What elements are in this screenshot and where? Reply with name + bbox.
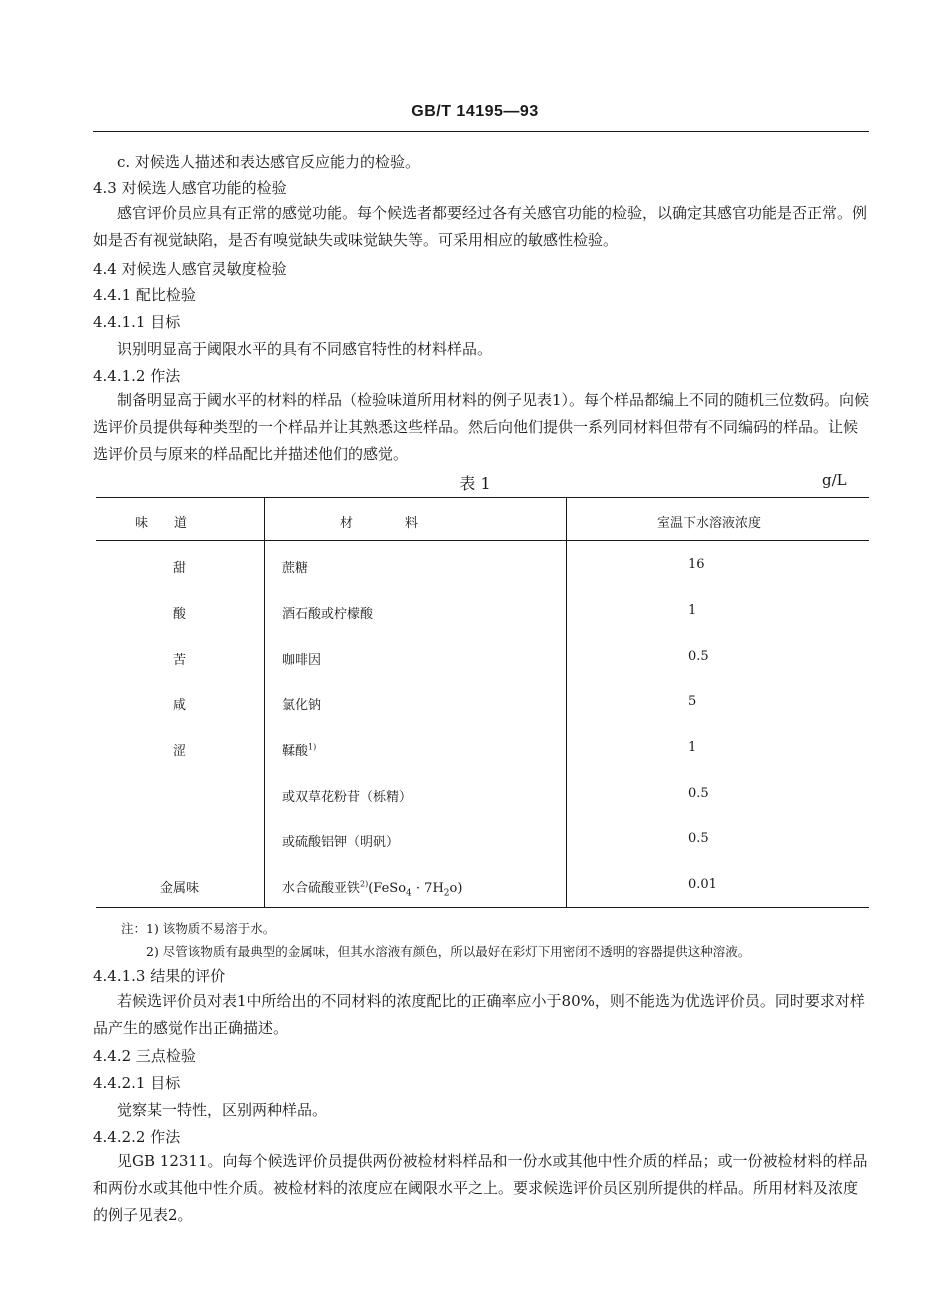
standard-number: GB/T 14195—93 (411, 103, 539, 120)
taste-cell: 金属味 (160, 881, 200, 896)
para-4-4-1-2: 制备明显高于阈水平的材料的样品（检验味道所用材料的例子见表1）。每个样品都编上不同的随机三位数码。向候选评价员提供每种类型的一个样品并让其熟悉这些样品。然后向他们提供一系列同材料但带有不同编码的样品。让候选评价员与原来的样品配比并描述他们的感觉。 (93, 391, 870, 463)
table-bottom-rule (96, 907, 869, 908)
table-header-concentration: 室温下水溶液浓度 (657, 516, 762, 531)
item-c: c. 对候选人描述和表达感官反应能力的检验。 (117, 153, 420, 171)
para-4-4-1-1: 识别明显高于阈限水平的具有不同感官特性的材料样品。 (117, 340, 493, 358)
concentration-cell: 0.01 (688, 877, 717, 892)
material-cell: 或双草花粉苷（栎精） (282, 790, 413, 805)
material-cell (282, 740, 316, 759)
heading-4-4-1-1: 4.4.1.1 目标 (93, 313, 181, 331)
material-text: 鞣酸 (282, 744, 309, 759)
concentration-cell: 1 (688, 603, 697, 618)
para-4-4-2-1: 觉察某一特性，区别两种样品。 (117, 1101, 328, 1119)
table-header-taste: 味 道 (135, 516, 188, 531)
taste-cell: 甜 (173, 561, 187, 576)
formula-subscript: 2 (443, 888, 450, 899)
table-unit: g/L (822, 471, 847, 489)
table-note-2: 2) 尽管该物质有最典型的金属味，但其水溶液有颜色，所以最好在彩灯下用密闭不透明的容器提供这种溶液。 (146, 944, 751, 959)
material-text: 水合硫酸亚铁 (282, 881, 361, 896)
heading-4-4-2-2: 4.4.2.2 作法 (93, 1128, 181, 1146)
concentration-cell: 5 (688, 694, 697, 709)
table-header-rule (96, 540, 869, 541)
table-note-1: 注：1) 该物质不易溶于水。 (121, 921, 276, 936)
material-cell: 咖啡因 (282, 653, 322, 668)
table-top-rule (96, 497, 869, 498)
concentration-cell: 16 (688, 557, 705, 572)
heading-4-3: 4.3 对候选人感官功能的检验 (93, 179, 287, 197)
table-title: 表 1 (459, 474, 491, 493)
taste-cell: 涩 (173, 744, 187, 759)
heading-4-4-1-2: 4.4.1.2 作法 (93, 367, 181, 385)
heading-4-4-1-3: 4.4.1.3 结果的评价 (93, 967, 226, 985)
material-cell (282, 877, 462, 899)
heading-4-4: 4.4 对候选人感官灵敏度检验 (93, 260, 287, 278)
para-4-3: 感官评价员应具有正常的感觉功能。每个候选者都要经过各有关感官功能的检验，以确定其感官功能是否正常。例如是否有视觉缺陷，是否有嗅觉缺失或味觉缺失等。可采用相应的敏感性检验。 (93, 204, 868, 249)
footnote-mark: 2) (360, 879, 369, 889)
taste-cell: 苦 (173, 653, 187, 668)
table-col-divider-1 (264, 497, 265, 908)
footnote-mark: 1) (308, 742, 317, 752)
formula-part: o) (449, 881, 463, 896)
concentration-cell: 0.5 (688, 786, 709, 801)
taste-cell: 酸 (173, 607, 187, 622)
material-cell: 氯化钠 (282, 698, 322, 713)
material-cell: 或硫酸铝钾（明矾） (282, 835, 400, 850)
concentration-cell: 0.5 (688, 831, 709, 846)
material-cell: 蔗糖 (282, 561, 309, 576)
formula-part: (FeSo (368, 881, 407, 896)
heading-4-4-2-1: 4.4.2.1 目标 (93, 1074, 181, 1092)
para-4-4-1-3: 若候选评价员对表1中所给出的不同材料的浓度配比的正确率应小于80%，则不能选为优选评价员。同时要求对样品产生的感觉作出正确描述。 (93, 992, 865, 1037)
concentration-cell: 1 (688, 740, 697, 755)
taste-cell: 咸 (173, 698, 187, 713)
table-col-divider-2 (566, 497, 567, 908)
heading-4-4-2: 4.4.2 三点检验 (93, 1047, 196, 1065)
formula-subscript: 4 (406, 888, 412, 899)
para-4-4-2-2: 见GB 12311。向每个候选评价员提供两份被检材料样品和一份水或其他中性介质的样品；或一份被检材料的样品和两份水或其他中性介质。被检材料的浓度应在阈限水平之上。要求候选评价员区别所提供的样品。所用材料及浓度的例子见表2。 (93, 1152, 868, 1224)
material-cell: 酒石酸或柠檬酸 (282, 607, 374, 622)
header-rule (93, 131, 869, 132)
formula-part: · 7H (411, 881, 444, 896)
table-header-material: 材 料 (340, 516, 419, 531)
heading-4-4-1: 4.4.1 配比检验 (93, 286, 196, 304)
concentration-cell: 0.5 (688, 649, 709, 664)
